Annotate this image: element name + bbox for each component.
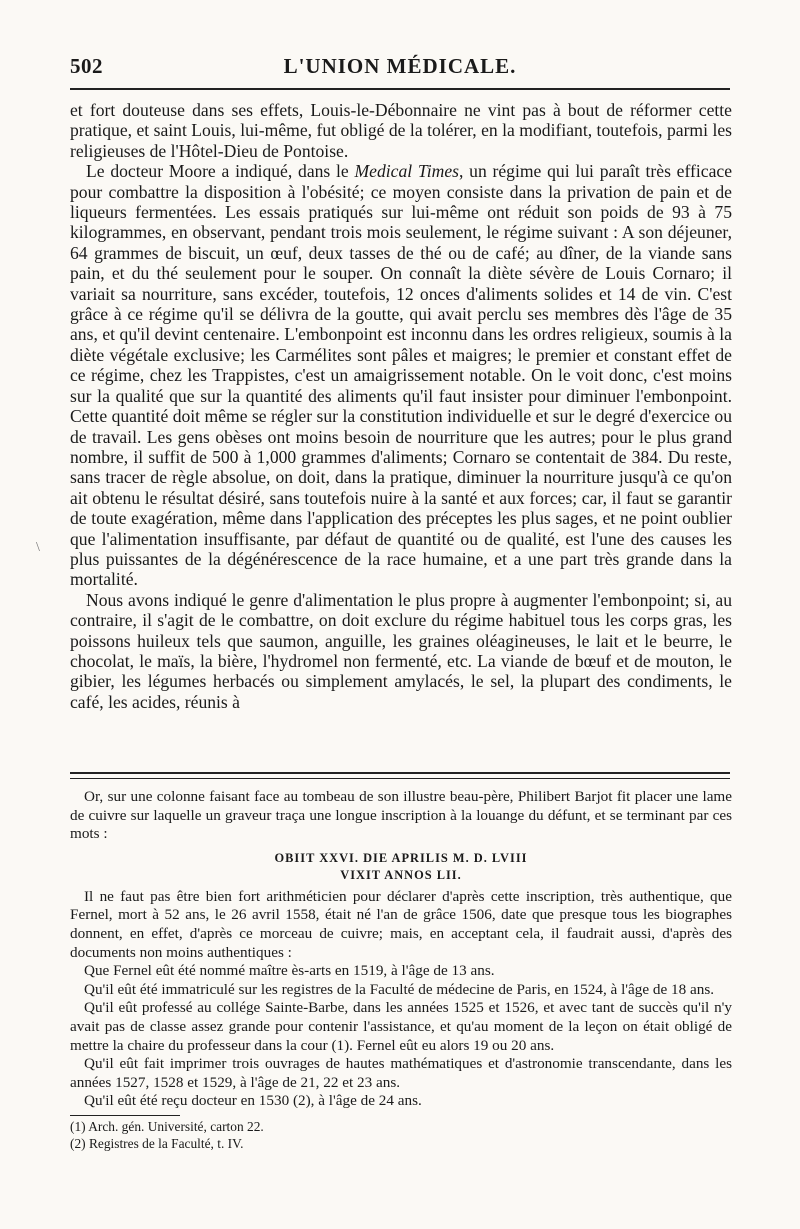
section-separator	[70, 772, 730, 779]
page-number: 502	[70, 54, 103, 78]
paragraph-text: Le docteur Moore a indiqué, dans le	[86, 161, 355, 182]
journal-name: Medical Times	[354, 161, 459, 182]
header-rule	[70, 88, 730, 90]
note-paragraph: Or, sur une colonne faisant face au tombeau de son illustre beau-père, Philibert Barjot fit placer une lame de cuivre sur laquelle un graveur traça une longue inscription à la louange du défunt, et se terminant par ces mots :	[70, 788, 732, 843]
footnote-rule	[70, 1115, 180, 1116]
note-paragraph: Qu'il eût été reçu docteur en 1530 (2), à l'âge de 24 ans.	[84, 1092, 422, 1110]
inscription-line: VIXIT ANNOS LII.	[340, 867, 462, 882]
note-paragraph: Il ne faut pas être bien fort arithméticien pour déclarer d'après cette inscription, très authentique, que Fernel, mort à 52 ans, le 26 avril 1558, était né l'an de grâce 1506, date que presque tous les biographes donnent, en effet, d'après ce morceau de cuivre; mais, en acceptant cela, il faudrait aussi, d'après des documents non moins authentiques :	[70, 887, 732, 961]
note-paragraph: Que Fernel eût été nommé maître ès-arts en 1519, à l'âge de 13 ans.	[84, 962, 495, 980]
footnote: (2) Registres de la Faculté, t. IV.	[70, 1135, 244, 1151]
note-paragraph: Qu'il eût été immatriculé sur les registres de la Faculté de médecine de Paris, en 1524, à l'âge de 18 ans.	[84, 980, 715, 998]
inscription-line: OBIIT XXVI. DIE APRILIS M. D. LVIII	[274, 850, 528, 865]
paragraph-text: , un régime qui lui paraît très efficace pour combattre la disposition à l'obésité; ce moyen consiste dans la privation de pain et de liqueurs fermentées. Les essais pratiqués sur lui-même ont réduit son poids de 93 à 75 kilogrammes, en observant, pendant trois mois seulement, le régime suivant : A son déjeuner, 64 grammes de biscuit, un œuf, deux tasses de thé ou de café; au dîner, de la viande sans pain, et du thé seulement pour le souper. On connaît la diète sévère de Louis Cornaro; il variait sa nourriture, sans excéder, toutefois, 12 onces d'aliments solides et 14 de vin. C'est grâce à ce régime qu'il se délivra de la goutte, qui avait perclu ses membres dès l'âge de 35 ans, et qu'il devint centenaire. L'embonpoint est inconnu dans les ordres religieux, soumis à la diète végétale exclusive; les Carmélites sont pâles et maigres; le premier et constant effet de ce régime, chez les Trappistes, c'est un amaigrissement notable. On le voit donc, c'est moins sur la qualité que sur la quantité des aliments qu'il faut insister pour diminuer l'embonpoint. Cette quantité doit même se régler sur la constitution individuelle et sur le degré d'exercice ou de travail. Les gens obèses ont moins besoin de nourriture que les autres; pour le plus grand nombre, il suffit de 500 à 1,000 grammes d'aliments; Cornaro se contentait de 384. Du reste, sans tracer de règle absolue, on doit, dans la pratique, diminuer la nourriture jusqu'à ce qu'on ait obtenu le résultat désiré, sans toutefois nuire à la santé et aux forces; car, il faut se garantir de toute exagération, même dans l'application des préceptes les plus sages, et ne point oublier que l'alimentation insuffisante, par défaut de quantité ou de qualité, est l'une des causes les plus puissantes de la dégénérescence de la race humaine, et a une part très grande dans la mortalité.	[70, 161, 733, 590]
paragraph: Nous avons indiqué le genre d'alimentation le plus propre à augmenter l'embonpoint; si, au contraire, il s'agit de le combattre, on doit exclure du régime habituel tous les corps gras, les poissons huileux tels que saumon, anguille, les graines oléagineuses, le lait et le beurre, le chocolat, le maïs, la bière, l'hydromel non fermenté, etc. La viande de bœuf et de mouton, le gibier, les légumes herbacés ou simplement amylacés, le sel, la plupart des condiments, le café, les acides, réunis à	[70, 589, 732, 712]
paragraph: et fort douteuse dans ses effets, Louis-le-Débonnaire ne vint pas à bout de réformer cette pratique, et saint Louis, lui-même, fut obligé de la tolérer, en la modifiant, toutefois, parmi les religieuses de l'Hôtel-Dieu de Pontoise.	[70, 100, 732, 161]
journal-title: L'UNION MÉDICALE.	[283, 54, 517, 78]
paragraph	[70, 161, 732, 590]
main-text	[70, 100, 732, 712]
note-paragraph: Qu'il eût professé au collége Sainte-Barbe, dans les années 1525 et 1526, et avec tant de succès qu'il n'y avait pas de classe assez grande pour contenir l'assistance, et qu'au moment de la leçon on était obligé de mettre la chaire du professeur dans la cour (1). Fernel eût eu alors 19 ou 20 ans.	[70, 999, 732, 1054]
footnote: (1) Arch. gén. Université, carton 22.	[70, 1118, 264, 1134]
margin-mark: \	[36, 540, 40, 555]
note-paragraph: Qu'il eût fait imprimer trois ouvrages de hautes mathématiques et d'astronomie transcendante, dans les années 1527, 1528 et 1529, à l'âge de 21, 22 et 23 ans.	[70, 1055, 732, 1091]
notes-section	[70, 788, 732, 1152]
page-header	[70, 54, 730, 82]
